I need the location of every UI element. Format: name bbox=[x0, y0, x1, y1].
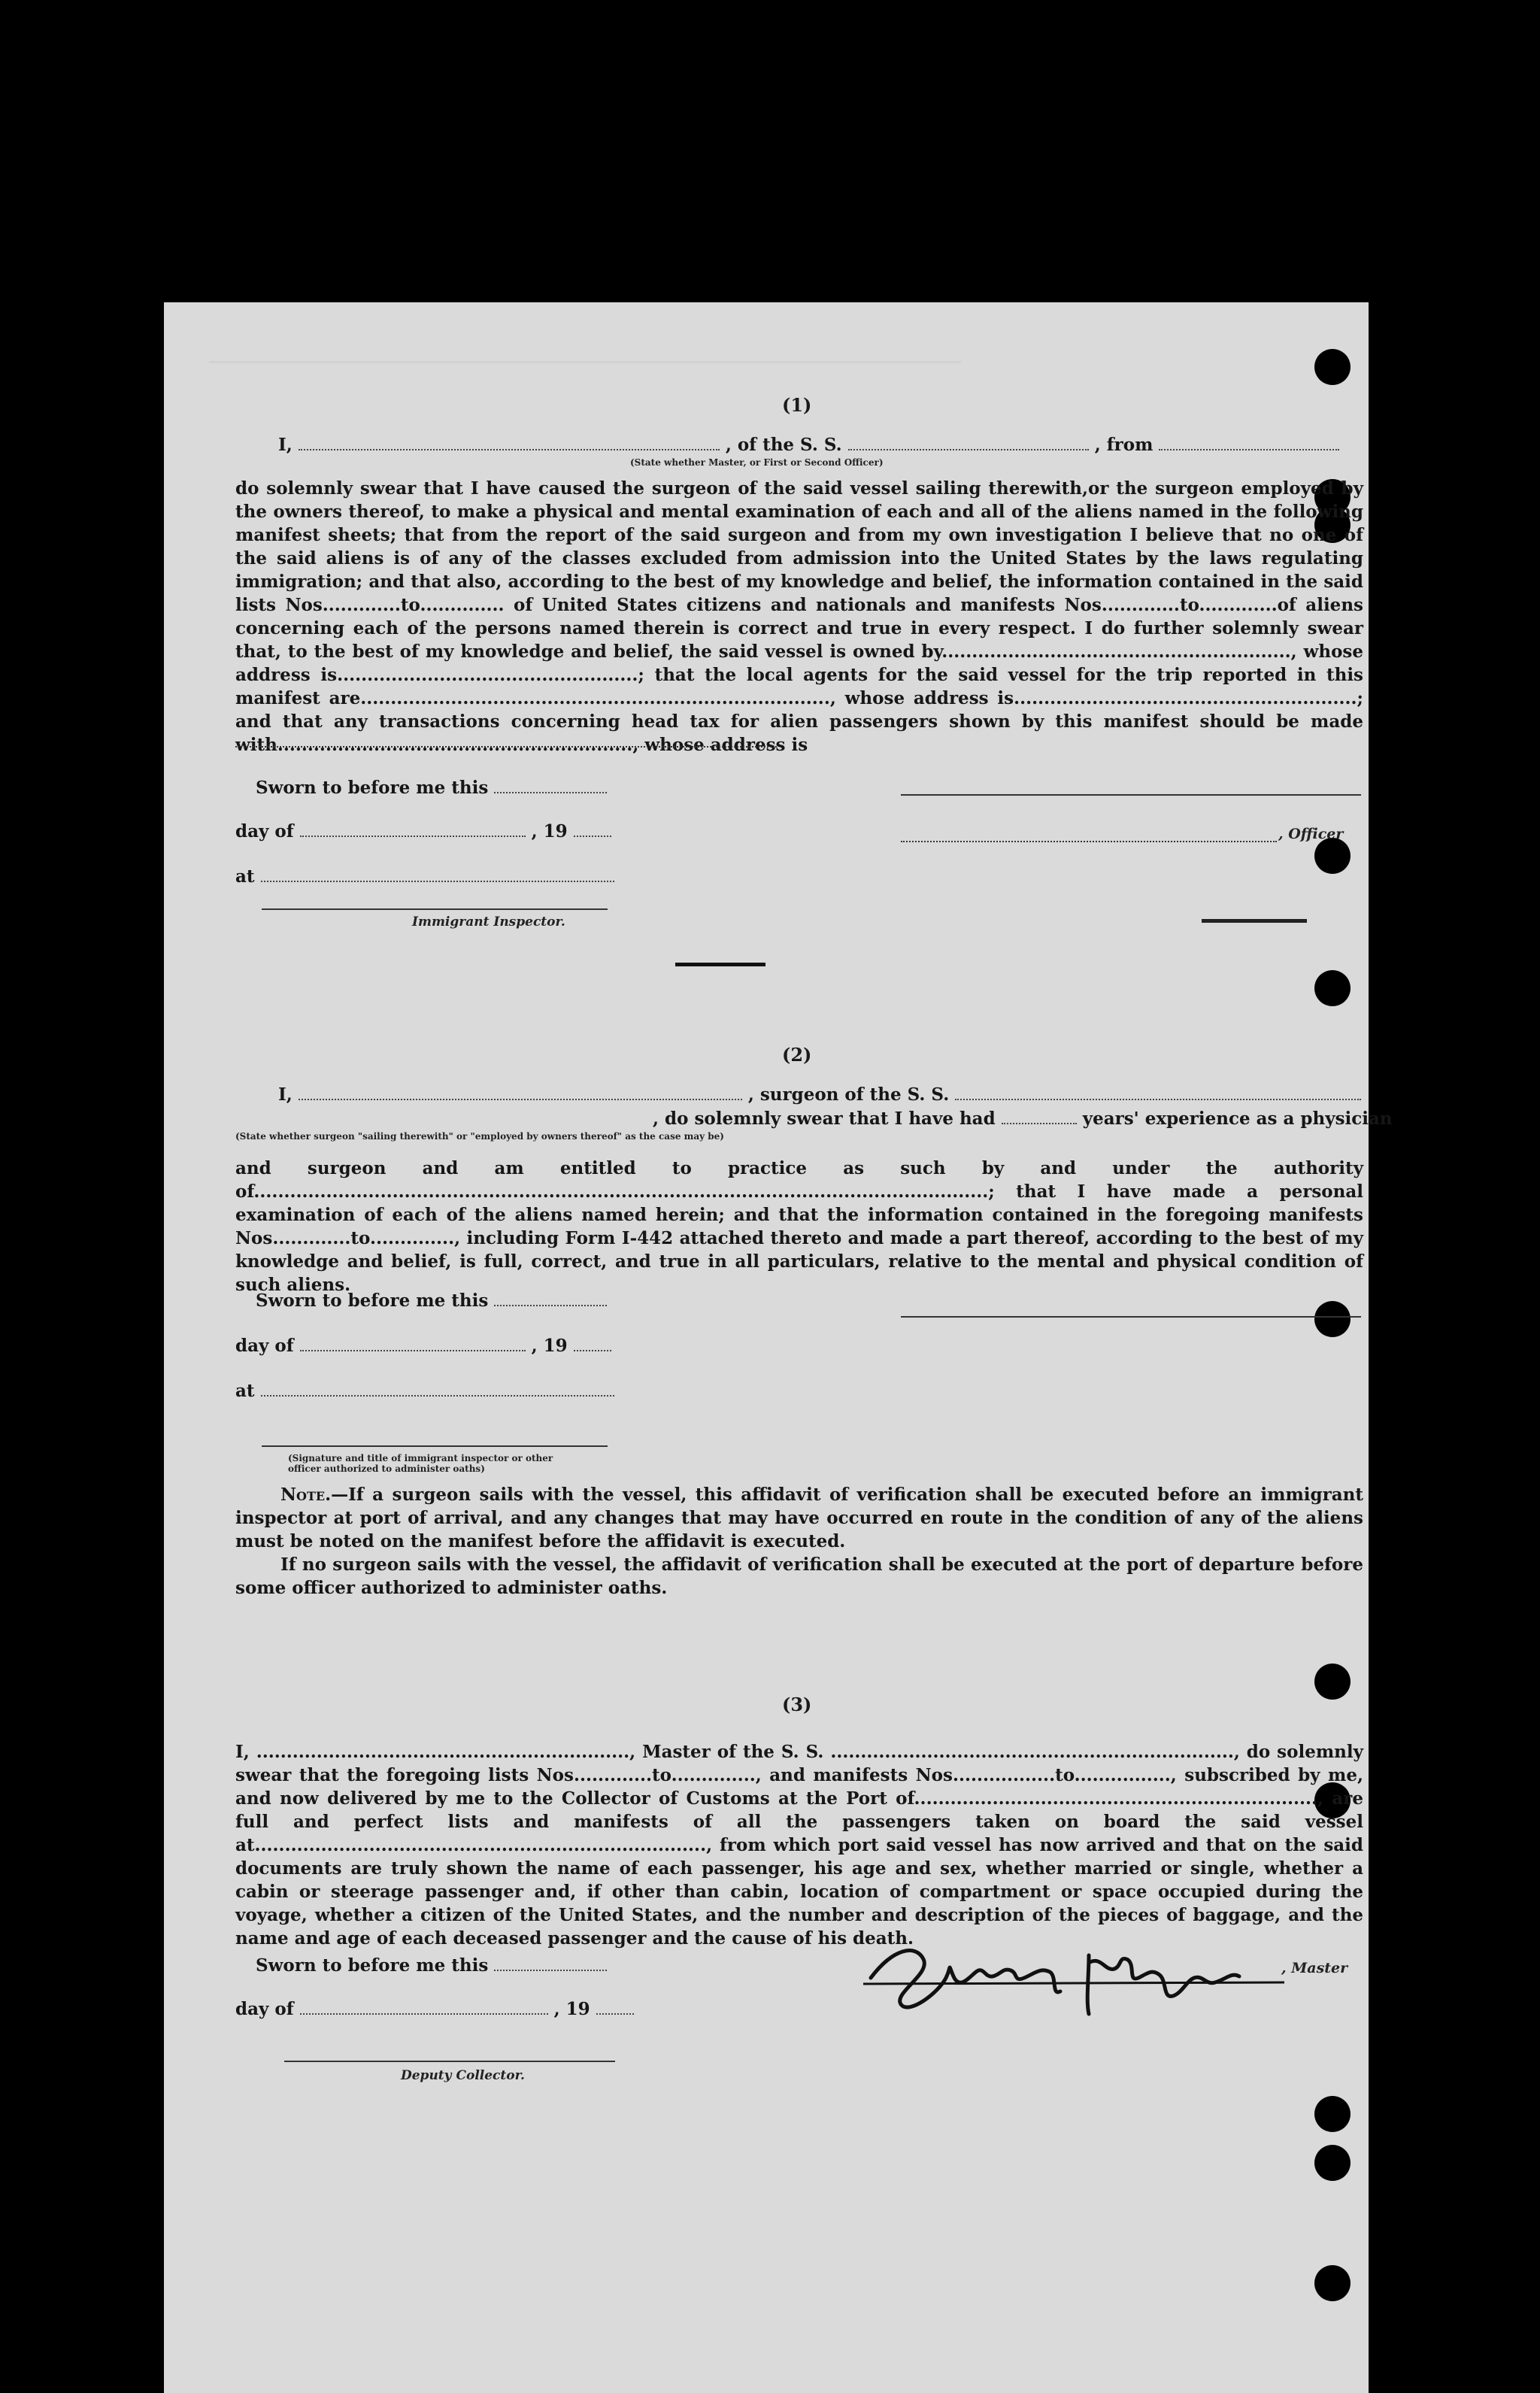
address-line bbox=[235, 746, 777, 748]
intro-label: I, bbox=[278, 435, 293, 455]
year-label: , 19 bbox=[531, 821, 568, 842]
from-blank[interactable] bbox=[1159, 448, 1339, 450]
sworn-label: Sworn to before me this bbox=[256, 1955, 489, 1976]
swear-label: , do solemnly swear that I have had bbox=[653, 1109, 996, 1129]
sworn-blank[interactable] bbox=[494, 1304, 607, 1306]
intro-label: I, bbox=[278, 1084, 293, 1105]
year-label: , 19 bbox=[553, 1999, 590, 2019]
punch-hole bbox=[1314, 2096, 1351, 2132]
at-blank[interactable] bbox=[261, 880, 614, 882]
section2-body bbox=[235, 1157, 1363, 1297]
officer-signature-line bbox=[901, 794, 1361, 796]
at-label: at bbox=[235, 866, 255, 887]
form-sheet bbox=[164, 302, 1393, 2393]
master-signature bbox=[863, 1933, 1284, 2023]
at-blank[interactable] bbox=[261, 1394, 614, 1397]
inspector-caption: Immigrant Inspector. bbox=[412, 914, 565, 930]
section2-paragraph: and surgeon and am entitled to practice as such by and under the authority of..........................................................................................................................; that I have made a personal examination of each of the aliens named herein; and that the information contained in the foregoing manifests Nos.............to.............., including Form I-442 attached thereto and made a part thereof, according to the best of my knowledge and belief, is full, correct, and true in all particulars, relative to the mental and physical condition of such aliens. bbox=[235, 1158, 1363, 1295]
section1-paragraph: do solemnly swear that I have caused the surgeon of the said vessel sailing therewith,or the surgeon employed by the owners thereof, to make a physical and mental examination of each and all of the aliens named in the following manifest sheets; that from the report of the said surgeon and from my own investigation I believe that no one of the said aliens is of any of the classes excluded from admission into the United States by the laws regulating immigration; and that also, according to the best of my knowledge and belief, the information contained in the said lists Nos.............to.............. of United States citizens and nationals and manifests Nos.............to.............of aliens concerning each of the persons named therein is correct and true in every respect. I do further solemnly swear that, to the best of my knowledge and belief, the said vessel is owned by.........................................................., whose address is..................................................; that the local agents for the said vessel for the trip reported in this manifest are.............................................................................., whose address is.........................................................; and that any transactions concerning head tax for alien passengers shown by this manifest should be made with..........................................................., whose address is bbox=[235, 478, 1363, 755]
years-label: years' experience as a physician bbox=[1082, 1109, 1393, 1129]
officer-label: , Officer bbox=[1278, 826, 1344, 842]
inspector-line bbox=[262, 1445, 608, 1447]
punch-hole bbox=[1314, 970, 1351, 1006]
deputy-line bbox=[284, 2061, 615, 2062]
bleed-through-header bbox=[209, 361, 961, 393]
inspector-line bbox=[262, 908, 608, 910]
year-blank[interactable] bbox=[574, 835, 611, 837]
sworn-blank[interactable] bbox=[494, 791, 607, 793]
from-label: , from bbox=[1094, 435, 1153, 455]
years-blank[interactable] bbox=[1002, 1122, 1077, 1124]
surgeon-signature-line bbox=[901, 1316, 1361, 1318]
of-ss-label: , of the S. S. bbox=[725, 435, 842, 455]
day-of-label: day of bbox=[235, 821, 294, 842]
name-blank[interactable] bbox=[299, 1098, 742, 1100]
section-number: (2) bbox=[782, 1044, 812, 1066]
note-block bbox=[235, 1483, 1363, 1600]
sworn-row bbox=[256, 1291, 607, 1311]
signature-note: (Signature and title of immigrant inspector or other officer authorized to administer oaths) bbox=[288, 1453, 553, 1474]
sworn-row bbox=[256, 1955, 607, 1976]
day-row bbox=[235, 1999, 634, 2019]
deputy-caption: Deputy Collector. bbox=[401, 2068, 525, 2083]
note-label: Note. bbox=[280, 1485, 332, 1505]
section-number: (3) bbox=[782, 1694, 812, 1715]
note-paragraph-2: If no surgeon sails with the vessel, the affidavit of verification shall be executed at the port of departure before some officer authorized to administer oaths. bbox=[235, 1554, 1363, 1598]
ink-mark bbox=[1202, 919, 1307, 923]
section3-body bbox=[235, 1740, 1363, 1950]
punch-hole bbox=[1314, 349, 1351, 385]
section1-body bbox=[235, 477, 1363, 757]
ink-mark bbox=[675, 963, 765, 966]
note-text: —If a surgeon sails with the vessel, this affidavit of verification shall be executed before an immigrant inspector at port of arrival, and any changes that may have occurred en route in the condition of any of the aliens must be noted on the manifest before the affidavit is executed. bbox=[235, 1485, 1363, 1551]
day-blank[interactable] bbox=[300, 2012, 548, 2015]
surgeon-line-2 bbox=[653, 1109, 1393, 1129]
year-label: , 19 bbox=[531, 1336, 568, 1356]
vessel-blank[interactable] bbox=[955, 1098, 1361, 1100]
sworn-blank[interactable] bbox=[494, 1969, 607, 1971]
punch-hole bbox=[1314, 1664, 1351, 1700]
section3-paragraph: I, .............................................................., Master of the S. S. ..................................................................., do solemnly swear that the foregoing lists Nos.............to.............., and manifests Nos.................to................, subscribed by me, and now delivered by me to the Collector of Customs at the Port of..................................................................., are full and perfect lists and manifests of all the passengers taken on board the said vessel at..........................................................................., from which port said vessel has now arrived and that on the said documents are truly shown the name of each passenger, his age and sex, whether married or single, whether a cabin or steerage passenger and, if other than cabin, location of compartment or space occupied during the voyage, whether a citizen of the United States, and the number and description of the pieces of baggage, and the name and age of each deceased passenger and the cause of his death. bbox=[235, 1742, 1363, 1949]
day-row bbox=[235, 1336, 611, 1356]
punch-hole bbox=[1314, 2265, 1351, 2301]
surgeon-note: (State whether surgeon "sailing therewith" or "employed by owners thereof" as the case may be) bbox=[235, 1131, 724, 1142]
name-blank[interactable] bbox=[299, 448, 720, 450]
surgeon-line bbox=[278, 1084, 1361, 1105]
punch-hole bbox=[1314, 2145, 1351, 2181]
vessel-blank[interactable] bbox=[848, 448, 1089, 450]
sworn-row bbox=[256, 778, 607, 798]
note-paragraph bbox=[235, 1483, 1363, 1553]
day-row bbox=[235, 821, 611, 842]
officer-line bbox=[278, 435, 1339, 455]
day-blank[interactable] bbox=[300, 1349, 526, 1351]
day-of-label: day of bbox=[235, 1999, 294, 2019]
sworn-label: Sworn to before me this bbox=[256, 1291, 489, 1311]
at-label: at bbox=[235, 1381, 255, 1401]
sworn-label: Sworn to before me this bbox=[256, 778, 489, 798]
master-label: , Master bbox=[1281, 1960, 1348, 1976]
at-row bbox=[235, 1381, 614, 1401]
at-row bbox=[235, 866, 614, 887]
year-blank[interactable] bbox=[596, 2012, 634, 2015]
officer-line-2 bbox=[901, 841, 1277, 842]
day-blank[interactable] bbox=[300, 835, 526, 837]
punch-hole bbox=[1314, 1301, 1351, 1337]
year-blank[interactable] bbox=[574, 1349, 611, 1351]
surgeon-of-label: , surgeon of the S. S. bbox=[747, 1084, 950, 1105]
day-of-label: day of bbox=[235, 1336, 294, 1356]
punch-hole bbox=[1314, 838, 1351, 874]
section-number: (1) bbox=[782, 394, 812, 416]
officer-note: (State whether Master, or First or Second Officer) bbox=[630, 457, 884, 468]
